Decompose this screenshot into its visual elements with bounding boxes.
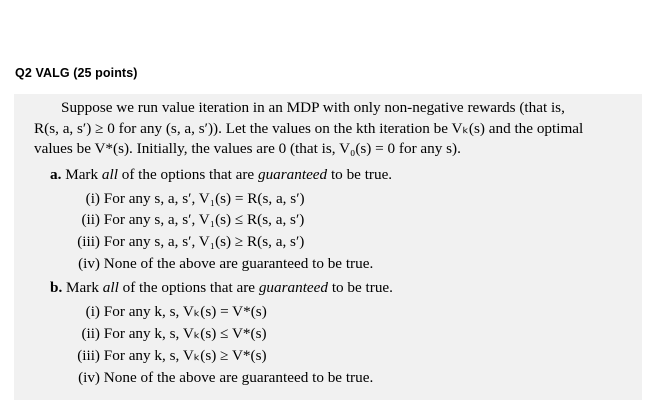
option-text: None of the above are guaranteed to be true.: [103, 369, 374, 386]
part-b-prompt: [50, 279, 393, 297]
option-number: (iv): [78, 369, 100, 386]
option-text: For any s, a, s′, V₁(s) ≥ R(s, a, s′): [103, 233, 305, 250]
part-a-prompt-post: to be true.: [327, 166, 393, 183]
part-b-prompt-mid: of the options that are: [118, 279, 259, 296]
option-text: None of the above are guaranteed to be true.: [103, 255, 374, 272]
intro-line-3: values be V*(s). Initially, the values are 0 (that is, V₀(s) = 0 for any s).: [34, 140, 461, 157]
part-b-prompt-em1: all: [102, 279, 119, 296]
part-b-prompt-post: to be true.: [328, 279, 393, 296]
part-a-prompt-pre: Mark: [65, 166, 102, 183]
part-b-option-iii[interactable]: [72, 347, 267, 365]
part-a-option-ii[interactable]: [72, 211, 304, 229]
part-b-prompt-pre: Mark: [66, 279, 103, 296]
option-text: For any k, s, Vₖ(s) = V*(s): [103, 303, 267, 320]
part-a-option-i[interactable]: [72, 190, 305, 208]
option-number: (iv): [78, 255, 100, 272]
option-number: (iii): [77, 233, 100, 250]
part-b-prompt-em2: guaranteed: [258, 279, 329, 296]
intro-line-2: R(s, a, s′) ≥ 0 for any (s, a, s′)). Let the values on the kth iteration be Vₖ(s) and the optimal: [34, 120, 584, 137]
part-b-option-i[interactable]: [72, 303, 267, 321]
intro-line-1: Suppose we run value iteration in an MDP with only non-negative rewards (that is,: [61, 99, 565, 116]
option-text: For any k, s, Vₖ(s) ≤ V*(s): [103, 325, 267, 342]
option-text: For any s, a, s′, V₁(s) ≤ R(s, a, s′): [103, 211, 305, 228]
part-a-prompt-em2: guaranteed: [257, 166, 328, 183]
option-text: For any k, s, Vₖ(s) ≥ V*(s): [103, 347, 267, 364]
part-a-label: a.: [50, 166, 62, 183]
option-number: (i): [85, 303, 100, 320]
part-b-option-iv[interactable]: [72, 369, 373, 387]
part-a-prompt-mid: of the options that are: [117, 166, 258, 183]
option-number: (iii): [77, 347, 100, 364]
part-a-option-iii[interactable]: [72, 233, 304, 251]
option-text: For any s, a, s′, V₁(s) = R(s, a, s′): [103, 190, 305, 207]
part-b-option-ii[interactable]: [72, 325, 267, 343]
option-number: (ii): [81, 325, 100, 342]
part-a-prompt: [50, 166, 392, 184]
part-a-prompt-em1: all: [101, 166, 118, 183]
option-number: (ii): [81, 211, 100, 228]
part-b-label: b.: [50, 279, 63, 296]
question-heading: Q2 VALG (25 points): [15, 66, 138, 80]
option-number: (i): [85, 190, 100, 207]
part-a-option-iv[interactable]: [72, 255, 373, 273]
